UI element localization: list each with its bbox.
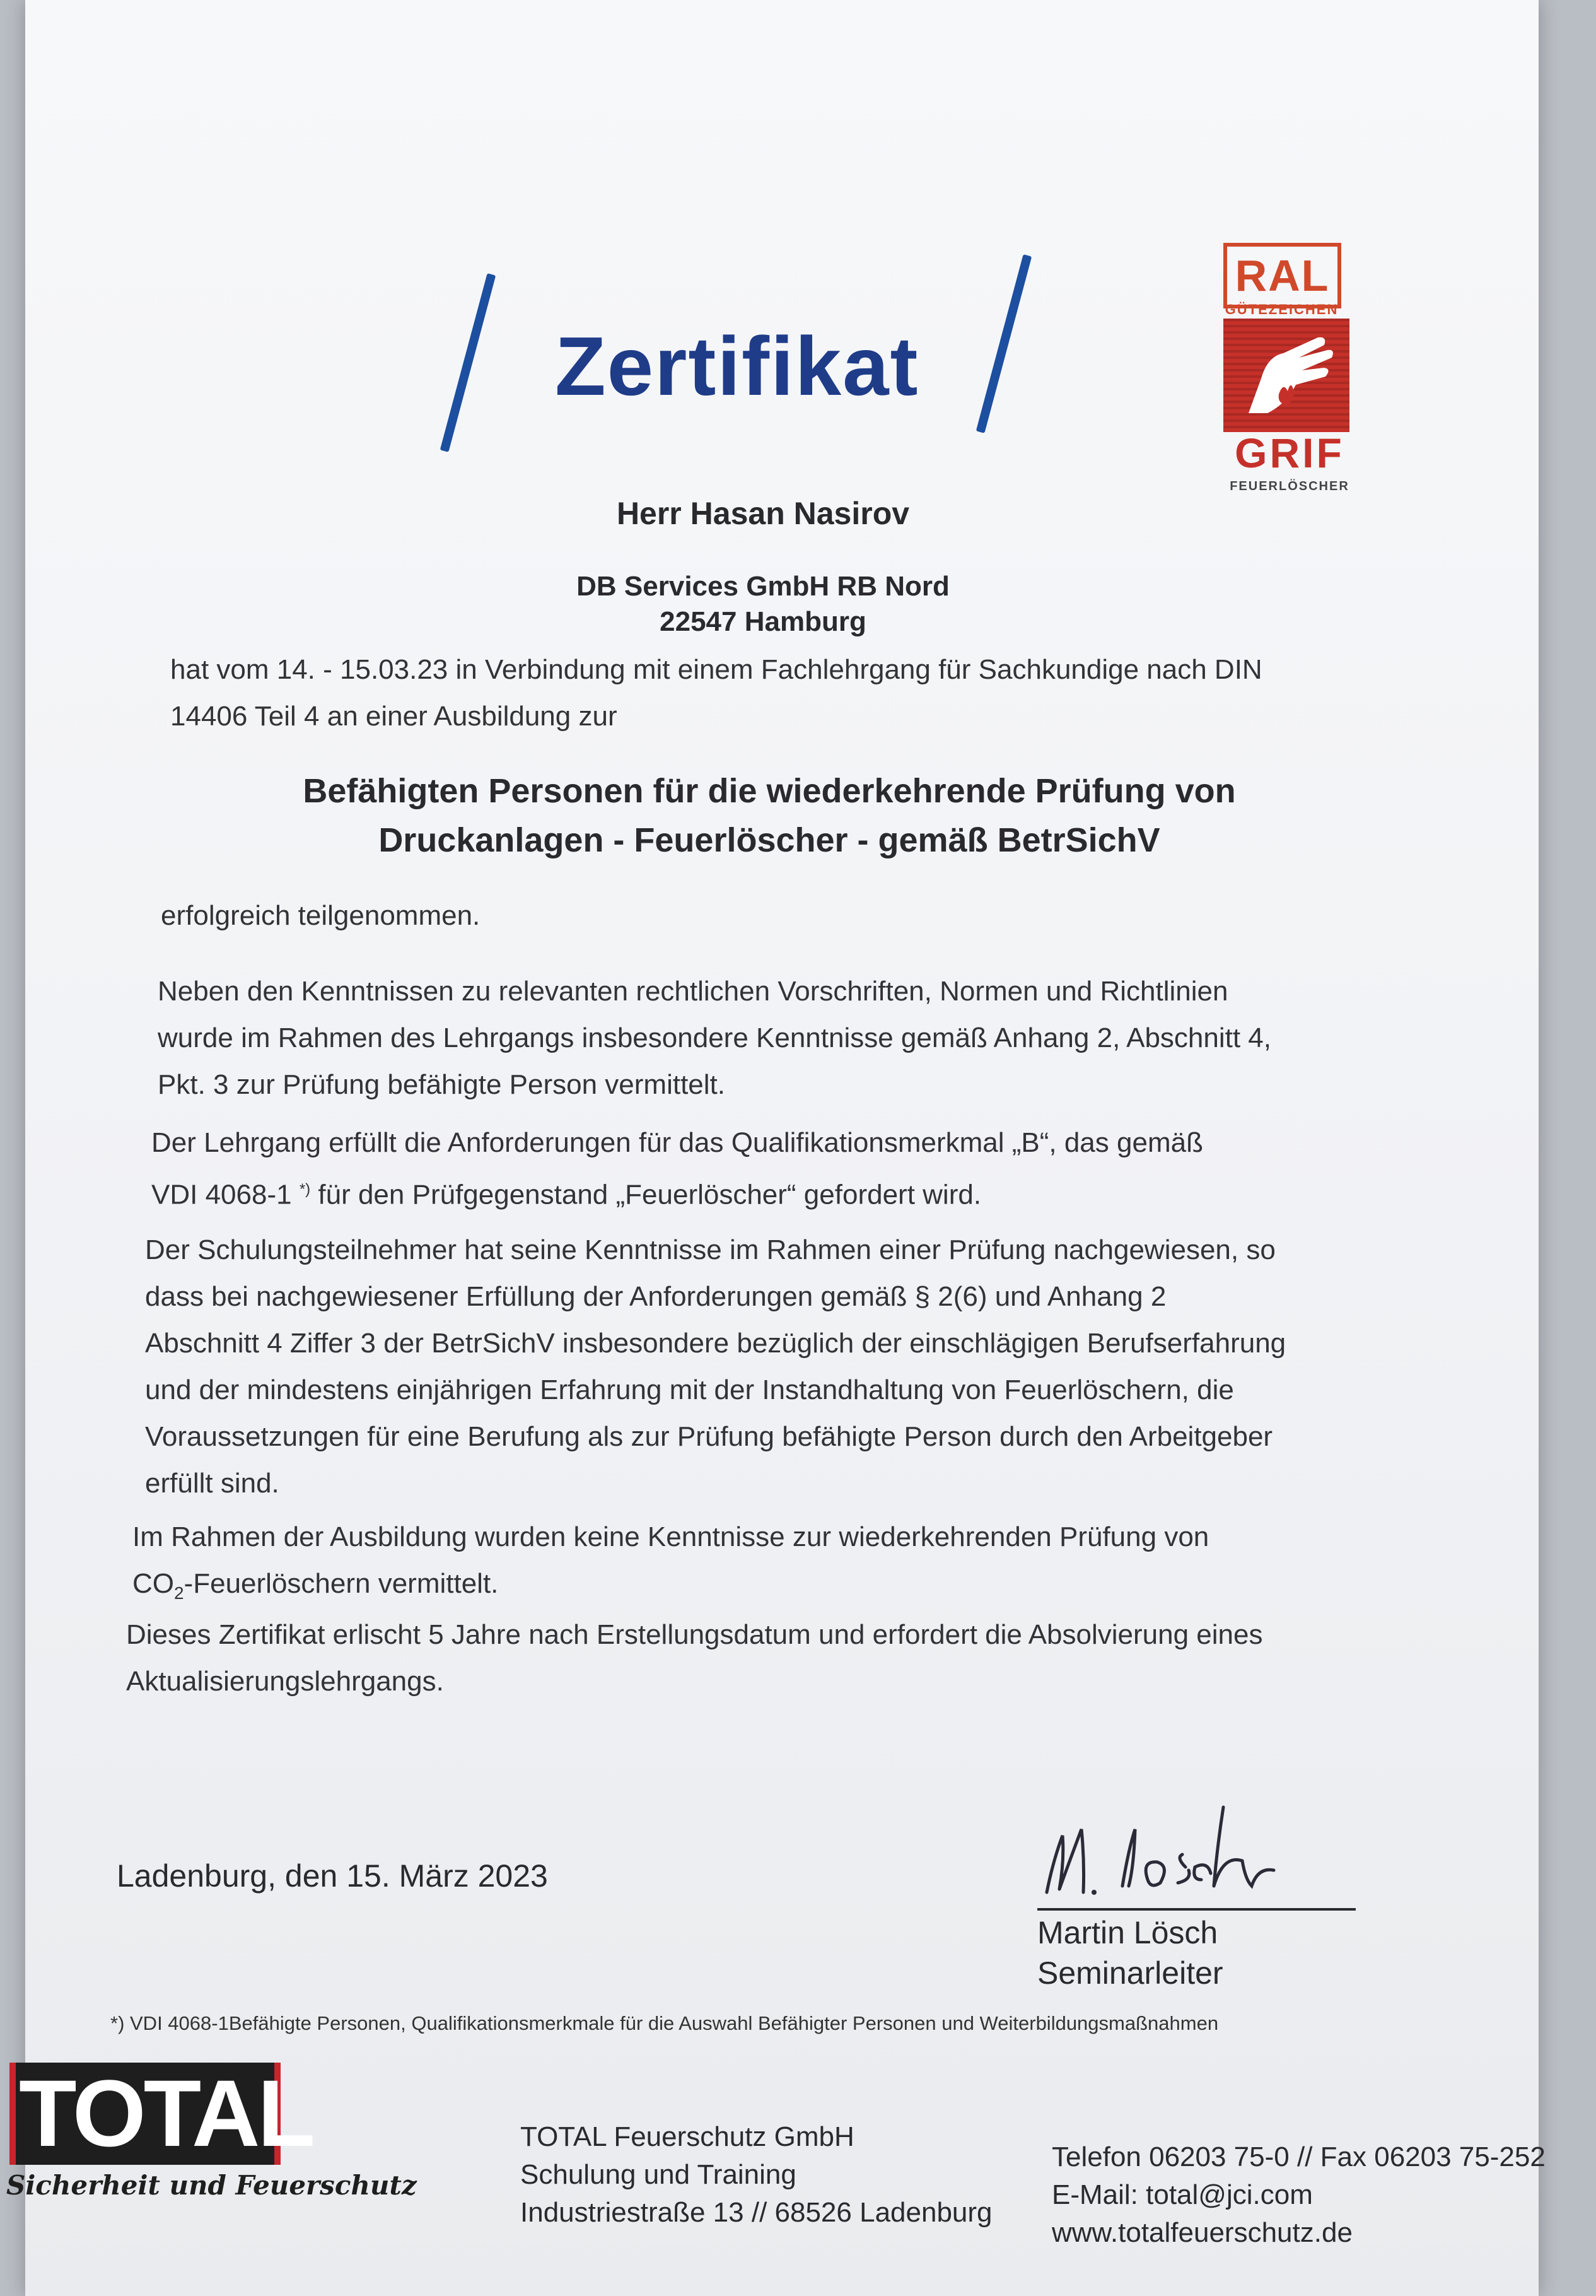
signatory	[1037, 1912, 1223, 1993]
ral-logo-subtitle: GÜTEZEICHEN	[1225, 302, 1339, 317]
footnote: *) VDI 4068-1Befähigte Personen, Qualifikationsmerkmale für die Auswahl Befähigter Personen und Weiterbildungsmaßnahmen	[110, 2012, 1219, 2034]
paragraph-text: VDI 4068-1	[151, 1179, 300, 1210]
intro-line: 14406 Teil 4 an einer Ausbildung zur	[170, 701, 617, 732]
intro-line: hat vom 14. - 15.03.23 in Verbindung mit einem Fachlehrgang für Sachkundige nach DIN	[170, 654, 1262, 685]
ral-logo: RAL	[1223, 243, 1341, 308]
footnote-marker: *)	[299, 1181, 311, 1198]
signatory-name: Martin Lösch	[1037, 1915, 1218, 1950]
page-title: Zertifikat	[555, 320, 919, 413]
paragraph-validity	[126, 1612, 1482, 1705]
footer-address	[520, 2118, 993, 2232]
grif-subtitle: FEUERLÖSCHER	[1230, 479, 1349, 493]
paragraph-line: dass bei nachgewiesener Erfüllung der Anforderungen gemäß § 2(6) und Anhang 2	[145, 1281, 1167, 1312]
paragraph-line: Neben den Kenntnissen zu relevanten rechtlichen Vorschriften, Normen und Richtlinien	[158, 976, 1228, 1007]
subscript: 2	[174, 1583, 184, 1603]
grif-emblem-icon	[1223, 319, 1349, 432]
paragraph-text: für den Prüfgegenstand „Feuerlöscher“ gefordert wird.	[310, 1179, 982, 1210]
signature-line	[1037, 1908, 1356, 1911]
signature	[1034, 1791, 1324, 1905]
qualification-line: Druckanlagen - Feuerlöscher - gemäß BetrSichV	[378, 821, 1160, 859]
paragraph-line: erfüllt sind.	[145, 1468, 279, 1499]
recipient-address	[441, 569, 1085, 640]
paragraph-exam	[145, 1227, 1469, 1507]
paragraph-co2	[132, 1514, 1457, 1617]
footer-address-line: TOTAL Feuerschutz GmbH	[520, 2121, 854, 2152]
paragraph-line: Aktualisierungslehrgangs.	[126, 1666, 444, 1697]
grif-brand: GRIF	[1235, 430, 1344, 476]
paragraph-line	[151, 1166, 1413, 1219]
total-logo-tagline: Sicherheit und Feuerschutz	[6, 2170, 417, 2201]
footer-address-line: Industriestraße 13 // 68526 Ladenburg	[520, 2197, 993, 2228]
paragraph-line: und der mindestens einjährigen Erfahrung mit der Instandhaltung von Feuerlöschern, die	[145, 1374, 1234, 1405]
recipient-company: DB Services GmbH RB Nord	[576, 571, 950, 602]
paragraph-line	[132, 1561, 1457, 1617]
paragraph-text: -Feuerlöschern vermittelt.	[183, 1568, 499, 1599]
footer-email[interactable]: E-Mail: total@jci.com	[1052, 2179, 1313, 2210]
paragraph-line: Dieses Zertifikat erlischt 5 Jahre nach Erstellungsdatum und erfordert die Absolvierung eines	[126, 1619, 1263, 1650]
paragraph-line: Der Schulungsteilnehmer hat seine Kenntnisse im Rahmen einer Prüfung nachgewiesen, so	[145, 1234, 1276, 1265]
paragraph-line: wurde im Rahmen des Lehrgangs insbesondere Kenntnisse gemäß Anhang 2, Abschnitt 4,	[158, 1022, 1271, 1053]
paragraph-text: CO	[132, 1568, 174, 1599]
paragraph-line: Der Lehrgang erfüllt die Anforderungen für das Qualifikationsmerkmal „B“, das gemäß	[151, 1127, 1203, 1158]
paragraph-line: Voraussetzungen für eine Berufung als zur Prüfung befähigte Person durch den Arbeitgeber	[145, 1421, 1273, 1452]
recipient-city: 22547 Hamburg	[660, 606, 866, 637]
total-logo-word: TOTAL	[19, 2060, 313, 2166]
footer-phone: Telefon 06203 75-0 // Fax 06203 75-252	[1052, 2141, 1546, 2172]
signatory-role: Seminarleiter	[1037, 1955, 1223, 1991]
result-text: erfolgreich teilgenommen.	[161, 900, 481, 931]
intro-text	[170, 647, 1368, 740]
recipient-name: Herr Hasan Nasirov	[616, 496, 910, 531]
qualification-line: Befähigten Personen für die wiederkehrende Prüfung von	[303, 772, 1236, 810]
paragraph-line: Abschnitt 4 Ziffer 3 der BetrSichV insbesondere bezüglich der einschlägigen Berufserfahrung	[145, 1328, 1286, 1359]
footer-contact	[1052, 2138, 1546, 2252]
paragraph-line: Im Rahmen der Ausbildung wurden keine Kenntnisse zur wiederkehrenden Prüfung von	[132, 1521, 1209, 1552]
footer-website[interactable]: www.totalfeuerschutz.de	[1052, 2217, 1353, 2248]
place-date: Ladenburg, den 15. März 2023	[117, 1858, 548, 1894]
qualification-title	[189, 766, 1349, 865]
paragraph-knowledge	[158, 968, 1419, 1108]
paragraph-line: Pkt. 3 zur Prüfung befähigte Person vermittelt.	[158, 1069, 726, 1100]
footer-address-line: Schulung und Training	[520, 2159, 796, 2190]
paragraph-requirements	[151, 1120, 1413, 1219]
